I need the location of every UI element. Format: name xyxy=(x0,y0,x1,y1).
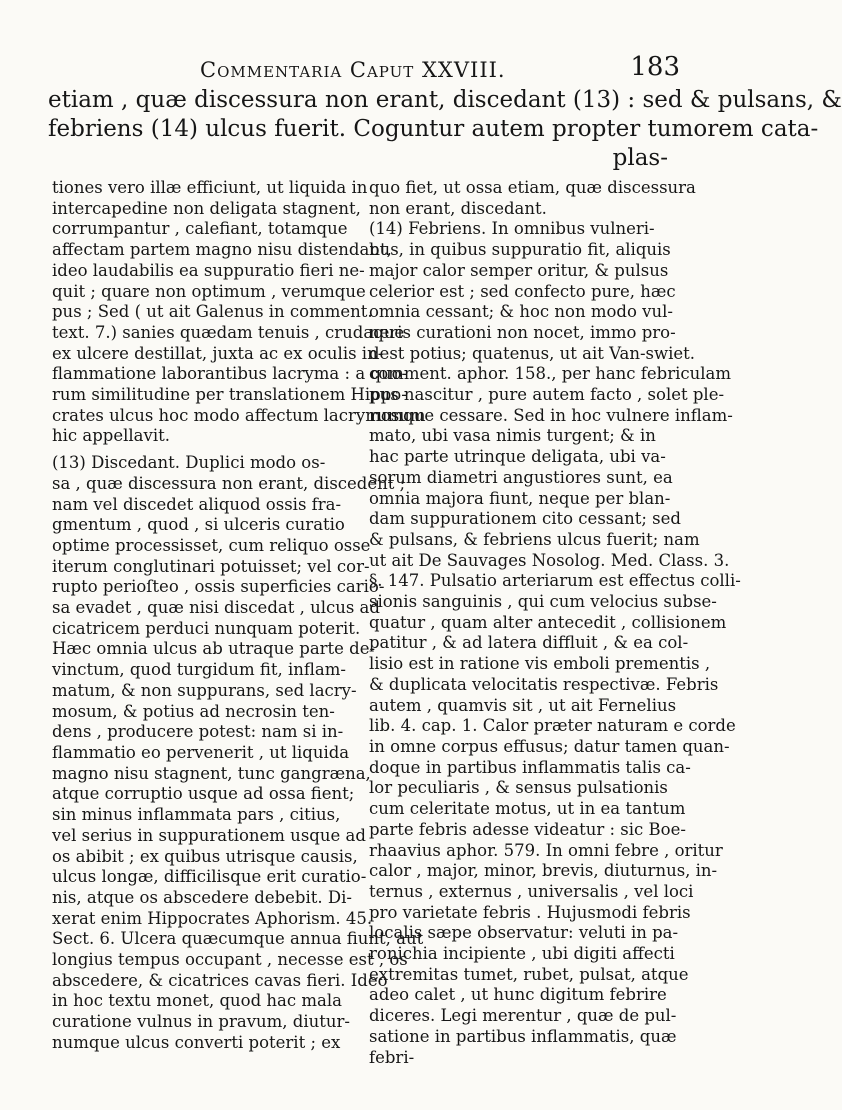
text-line: lor peculiaris , & sensus pulsationis xyxy=(369,778,668,798)
text-line: corrumpantur , calefiant, totamque xyxy=(52,219,348,239)
text-line: atque corruptio usque ad ossa fient; xyxy=(52,784,355,804)
text-line: Sect. 6. Ulcera quæcumque annua fiunt, aut xyxy=(52,929,424,949)
text-line: mato, ubi vasa nimis turgent; & in xyxy=(369,426,656,446)
text-line: sin minus inflammata pars , citius, xyxy=(52,805,341,825)
text-line: comment. aphor. 158., per hanc febriculam xyxy=(369,364,731,384)
text-line: sa evadet , quæ nisi discedat , ulcus ad xyxy=(52,598,380,618)
left-column xyxy=(52,178,426,1054)
text-line: dest potius; quatenus, ut ait Van-swiet. xyxy=(369,343,696,363)
text-line: & duplicata velocitatis respectivæ. Febris xyxy=(369,674,719,694)
text-line: febri- xyxy=(369,1047,415,1067)
text-line: bus, in quibus suppuratio fit, aliquis xyxy=(369,240,671,260)
text-line: quo fiet, ut ossa etiam, quæ discessura xyxy=(369,178,696,197)
text-line: text. 7.) sanies quædam tenuis , crudaque xyxy=(52,322,405,342)
running-head: Commentaria Caput XXVIII. xyxy=(200,58,506,82)
text-line: sionis sanguinis , qui cum velocius subse- xyxy=(369,592,717,612)
text-line: sa , quæ discessura non erant, discedent ; xyxy=(52,473,406,493)
text-line: celerior est ; sed confecto pure, hæc xyxy=(369,281,676,301)
text-line: rupto perioſteo , ossis superficies cario- xyxy=(52,577,385,597)
text-line: curatione vulnus in pravum, diutur- xyxy=(52,1012,350,1032)
text-line: tiones vero illæ efficiunt, ut liquida in xyxy=(52,178,368,197)
text-line: gmentum , quod , si ulceris curatio xyxy=(52,515,345,535)
text-line: os abibit ; ex quibus utrisque causis, xyxy=(52,846,358,866)
text-line: §. 147. Pulsatio arteriarum est effectus colli- xyxy=(369,571,741,591)
text-line: intercapedine non deligata stagnent, xyxy=(52,198,361,218)
text-line: xerat enim Hippocrates Aphorism. 45. xyxy=(52,908,373,928)
text-line: nam vel discedet aliquod ossis fra- xyxy=(52,494,342,514)
text-line: matum, & non suppurans, sed lacry- xyxy=(52,680,357,700)
text-line: etiam , quæ discessura non erant, discedant (13) : sed & pulsans, & xyxy=(48,87,842,113)
text-line: ideo laudabilis ea suppuratio fieri ne- xyxy=(52,260,365,280)
text-line: calor , major, minor, brevis, diuturnus, in- xyxy=(369,861,718,881)
text-line: major calor semper oritur, & pulsus xyxy=(369,260,669,280)
text-line: diceres. Legi merentur , quæ de pul- xyxy=(369,1006,677,1026)
text-line: ternus , externus , universalis , vel loci xyxy=(369,881,694,901)
text-line: localis sæpe observatur: veluti in pa- xyxy=(369,923,679,943)
text-line: hic appellavit. xyxy=(52,426,170,446)
text-line: nis, atque os abscedere debebit. Di- xyxy=(52,887,352,907)
right-column xyxy=(369,178,741,1068)
text-line: parte febris adesse videatur : sic Boe- xyxy=(369,819,686,839)
text-line: adeo calet , ut hunc digitum febrire xyxy=(369,985,667,1005)
text-line: omnia majora fiunt, neque per blan- xyxy=(369,488,671,508)
text-line: extremitas tumet, rubet, pulsat, atque xyxy=(369,964,689,984)
text-line: omnia cessant; & hoc non modo vul- xyxy=(369,302,673,322)
text-line: cum celeritate motus, ut in ea tantum xyxy=(369,799,686,819)
text-line: ulcus longæ, difficilisque erit curatio- xyxy=(52,867,367,887)
page-number: 183 xyxy=(630,52,680,82)
text-line: quit ; quare non optimum , verumque xyxy=(52,281,366,301)
text-line: plas- xyxy=(612,145,668,171)
text-line: pus nascitur , pure autem facto , solet ple- xyxy=(369,385,725,405)
text-line: sorum diametri angustiores sunt, ea xyxy=(369,467,673,487)
text-line: satione in partibus inflammatis, quæ xyxy=(369,1026,677,1046)
text-line: vinctum, quod turgidum fit, inflam- xyxy=(52,660,346,680)
text-line: longius tempus occupant , necesse est , os xyxy=(52,950,408,970)
text-line: abscedere, & cicatrices cavas fieri. Ideo xyxy=(52,970,388,990)
text-line: rumque cessare. Sed in hoc vulnere inflam- xyxy=(369,405,733,425)
text-line: (13) Discedant. Duplici modo os- xyxy=(52,453,326,473)
text-line: cicatricem perduci nunquam poterit. xyxy=(52,618,361,638)
text-line: flammatio eo pervenerit , ut liquida xyxy=(52,742,350,762)
text-line: rhaavius aphor. 579. In omni febre , oritur xyxy=(369,840,723,860)
text-line: in hoc textu monet, quod hac mala xyxy=(52,991,342,1011)
text-line: optime processisset, cum reliquo osse xyxy=(52,535,371,555)
text-line: magno nisu stagnent, tunc gangræna, xyxy=(52,763,371,783)
full-width-text xyxy=(48,86,842,173)
text-line: pus ; Sed ( ut ait Galenus in comment. xyxy=(52,302,373,322)
text-line: hac parte utrinque deligata, ubi va- xyxy=(369,447,666,467)
text-line: lisio est in ratione vis emboli prementis , xyxy=(369,654,711,674)
text-line: rum similitudine per translationem Hippo- xyxy=(52,385,407,405)
text-line: ex ulcere destillat, juxta ac ex oculis in- xyxy=(52,343,384,363)
text-line: iterum conglutinari potuisset; vel cor- xyxy=(52,556,370,576)
text-line: (14) Febriens. In omnibus vulneri- xyxy=(369,219,655,239)
text-line: febriens (14) ulcus fuerit. Coguntur autem propter tumorem cata- xyxy=(48,116,819,142)
text-line: Hæc omnia ulcus ab utraque parte de- xyxy=(52,639,376,659)
text-line: vel serius in suppurationem usque ad xyxy=(52,825,366,845)
text-line: mosum, & potius ad necrosin ten- xyxy=(52,701,335,721)
text-line: non erant, discedant. xyxy=(369,198,547,218)
text-line: autem , quamvis sit , ut ait Fernelius xyxy=(369,695,677,715)
text-line: & pulsans, & febriens ulcus fuerit; nam xyxy=(369,529,700,549)
text-line: crates ulcus hoc modo affectum lacrymosum xyxy=(52,405,426,425)
text-line: ronichia incipiente , ubi digiti affecti xyxy=(369,944,675,964)
text-line: neris curationi non nocet, immo pro- xyxy=(369,322,676,342)
text-line: doque in partibus inflammatis talis ca- xyxy=(369,757,691,777)
text-line: dam suppurationem cito cessant; sed xyxy=(369,509,681,529)
text-line: affectam partem magno nisu distendant, xyxy=(52,240,392,260)
text-line: ut ait De Sauvages Nosolog. Med. Class. 3. xyxy=(369,550,730,570)
text-line: in omne corpus effusus; datur tamen quan- xyxy=(369,736,730,756)
text-line: dens , producere potest: nam si in- xyxy=(52,722,344,742)
text-line: lib. 4. cap. 1. Calor præter naturam e corde xyxy=(369,716,736,736)
text-line: pro varietate febris . Hujusmodi febris xyxy=(369,902,691,922)
text-line: quatur , quam alter antecedit , collisionem xyxy=(369,612,727,632)
text-line: patitur , & ad latera diffluit , & ea col- xyxy=(369,633,689,653)
text-line: numque ulcus converti poterit ; ex xyxy=(52,1032,341,1052)
text-line: flammatione laborantibus lacryma : a quo- xyxy=(52,364,408,384)
